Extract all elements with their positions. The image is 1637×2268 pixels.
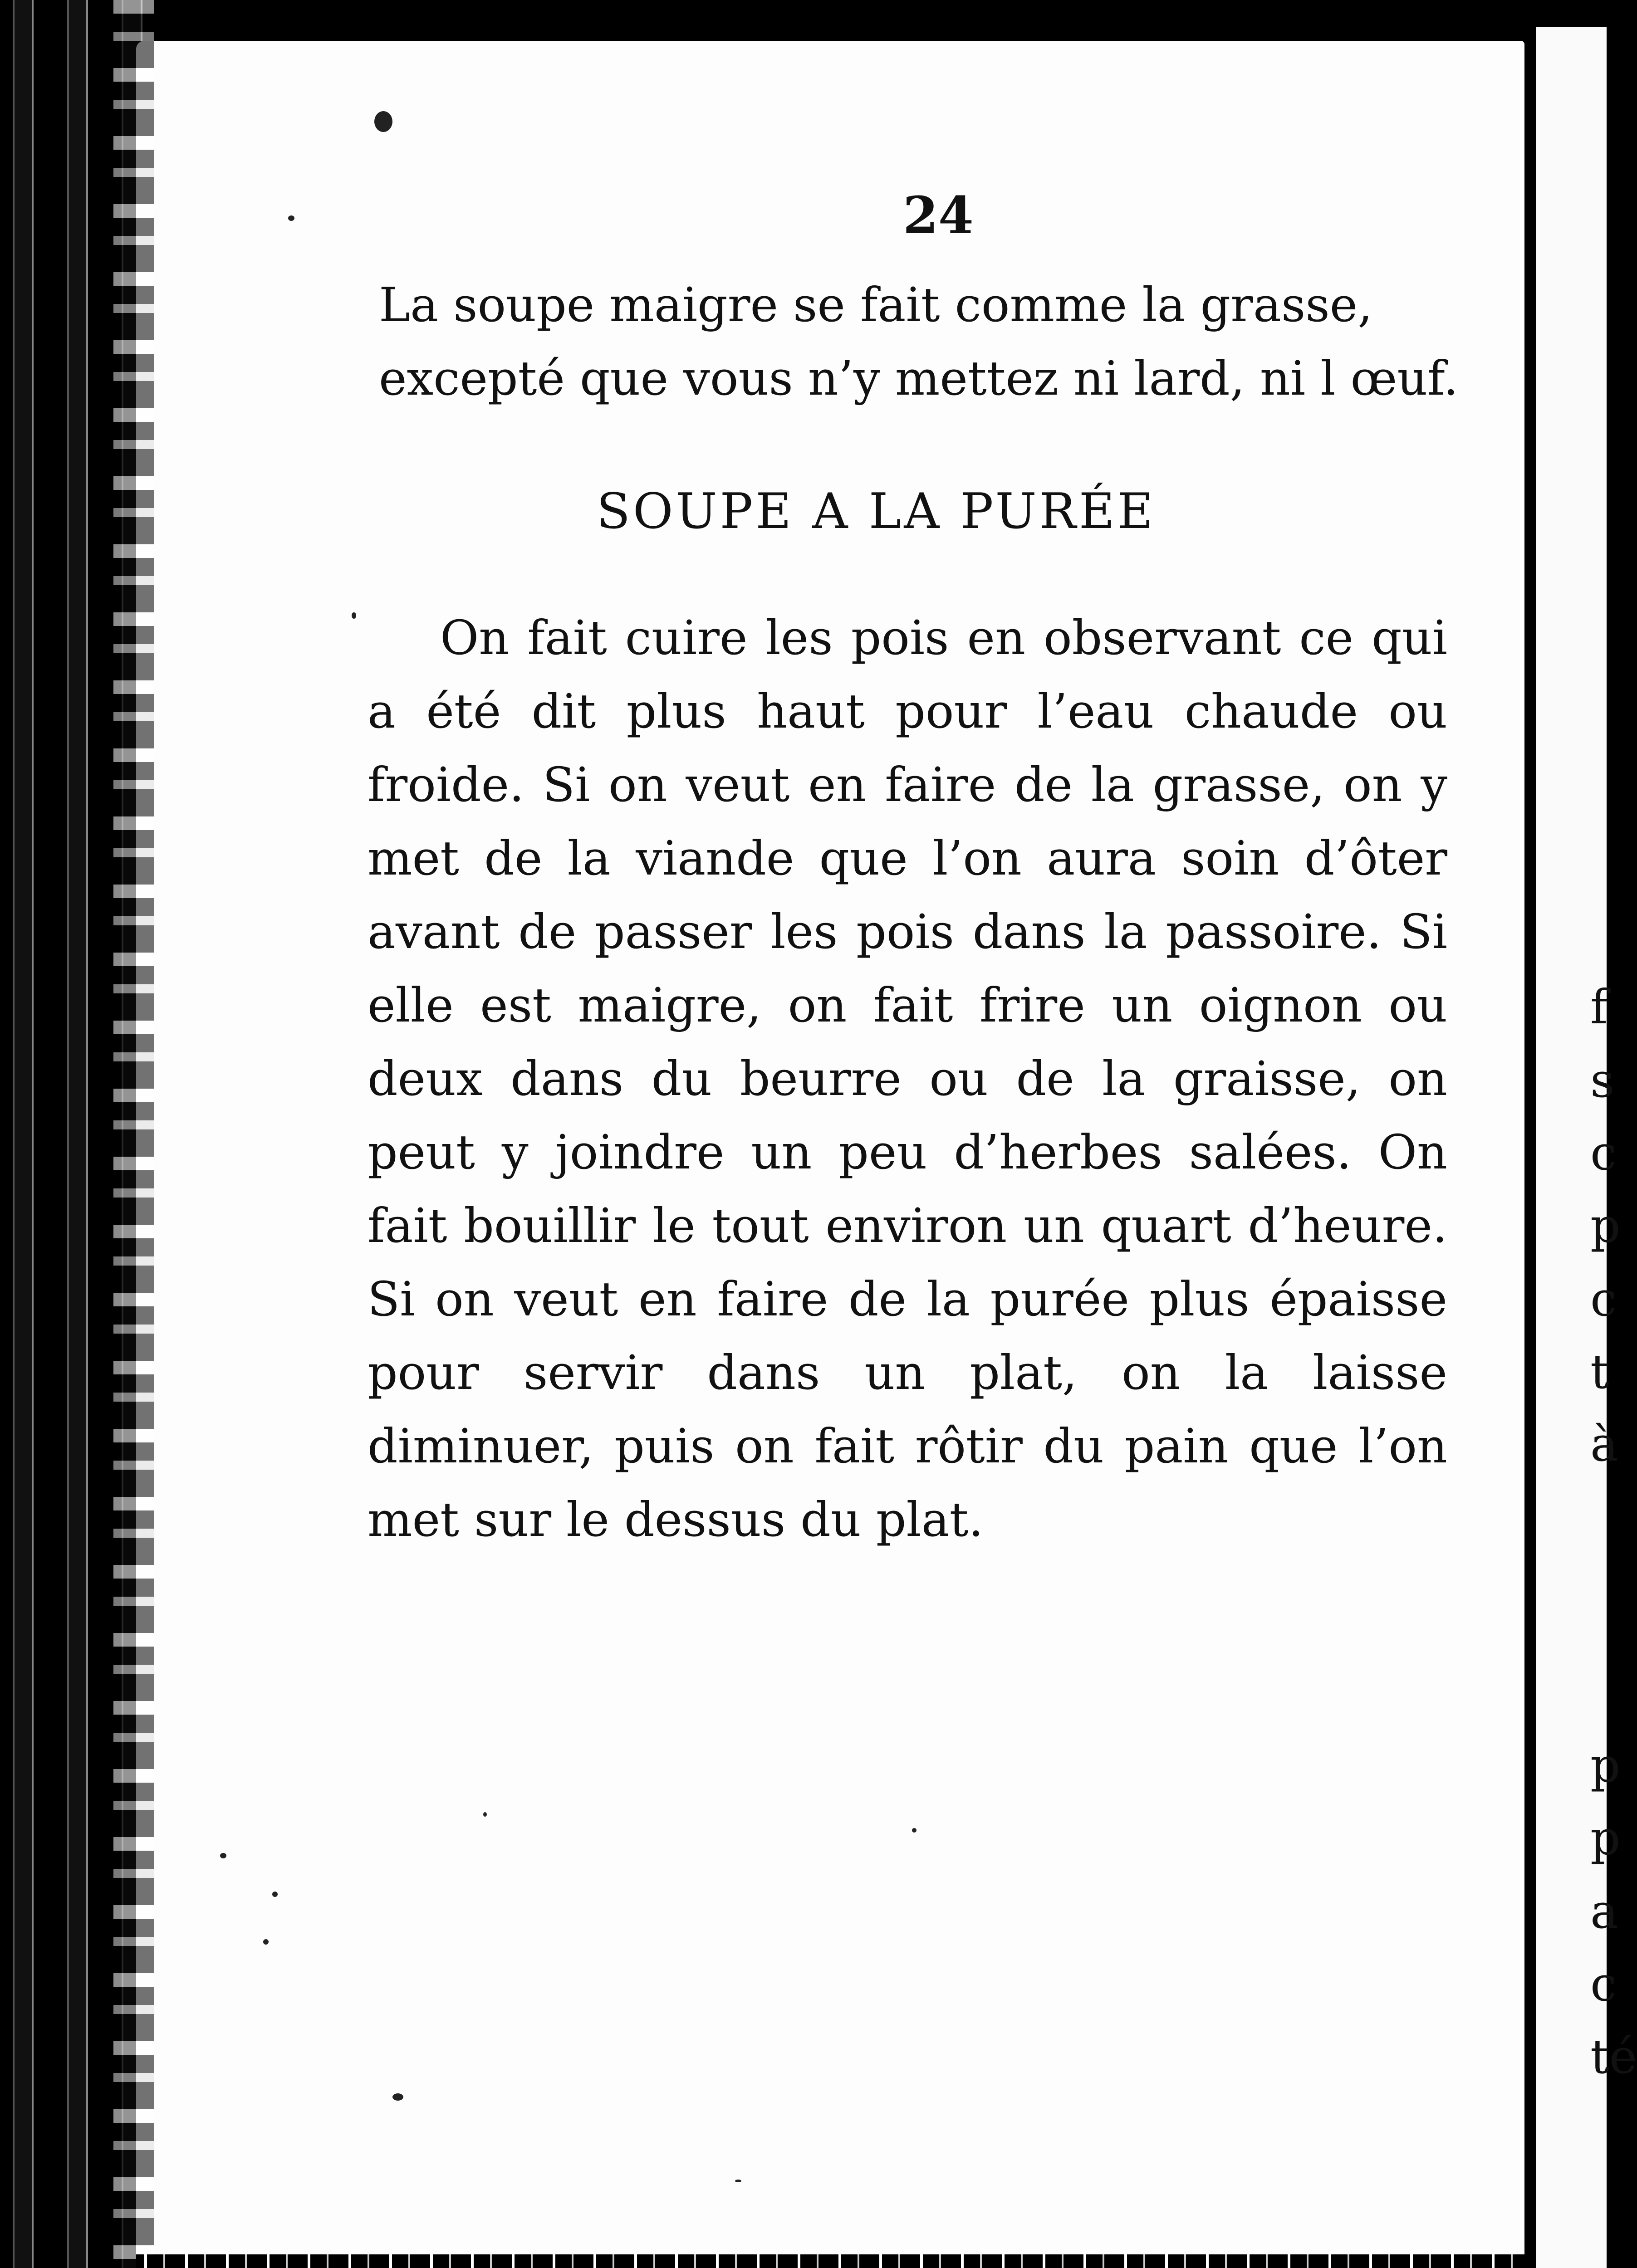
intro-line-2: excepté que vous n’y mettez ni lard, ni l œuf.: [379, 351, 1459, 406]
ink-speck: [735, 2180, 741, 2182]
scan-edge-shadow: [113, 0, 154, 2268]
adjacent-page-letter: a: [1590, 1884, 1619, 1939]
adjacent-page-letter: p: [1590, 1810, 1621, 1866]
page-number: 24: [903, 186, 974, 245]
adjacent-page-letter: c: [1590, 1271, 1617, 1327]
ink-speck: [483, 1812, 487, 1817]
body-paragraph: On fait cuire les pois en observant ce qui a été dit plus haut pour l’eau chaude ou froide. Si on veut en faire de la grasse, on y met de la viande que l’on aura soin d’ôter avant de passer les pois dans la passoire. Si elle est maigre, on fait frire un oignon ou deux dans du beurre ou de la graisse, on peut y joindre un peu d’herbes salées. On fait bouillir le tout environ un quart d’heure. Si on veut en faire de la purée plus épaisse pour servir dans un plat, on la laisse diminuer, puis on fait rôtir du pain que l’on met sur le dessus du plat.: [368, 610, 1447, 1547]
adjacent-page-letter: p: [1590, 1738, 1621, 1793]
section-heading: SOUPE A LA PURÉE: [597, 483, 1156, 540]
adjacent-page-letter: c: [1590, 1125, 1617, 1181]
ink-speck: [288, 215, 294, 221]
adjacent-page-letter: s: [1590, 1053, 1615, 1108]
ink-speck: [263, 1939, 269, 1945]
ink-speck: [912, 1828, 917, 1833]
ink-speck: [352, 612, 356, 619]
adjacent-page-letter: c: [1590, 1956, 1617, 2012]
ink-speck: [272, 1892, 278, 1897]
intro-line-1: La soupe maigre se fait comme la grasse,: [379, 277, 1373, 332]
ink-speck: [374, 111, 392, 132]
ink-speck: [220, 1853, 226, 1858]
adjacent-page-letter: f: [1590, 979, 1608, 1035]
adjacent-page-letter: té: [1590, 2029, 1637, 2084]
scan-edge-bottom: [136, 2254, 1524, 2268]
adjacent-page-letter: à: [1590, 1417, 1619, 1472]
page-divider: [1524, 0, 1536, 2268]
adjacent-page-letter: t: [1590, 1344, 1609, 1399]
ink-speck: [392, 2093, 403, 2101]
adjacent-page-letter: p: [1590, 1198, 1621, 1253]
